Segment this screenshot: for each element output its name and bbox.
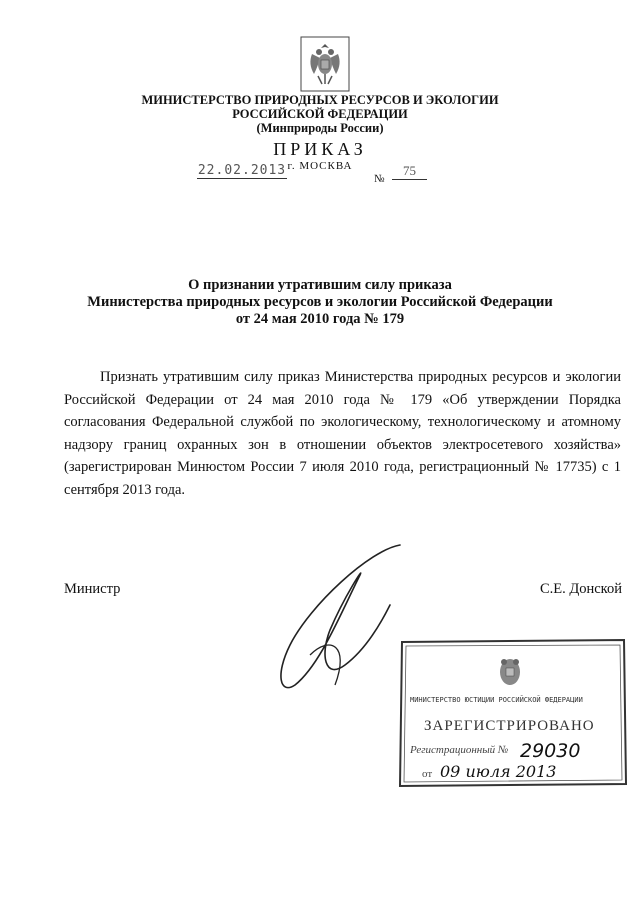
ministry-short-name: (Минприроды России)	[256, 121, 384, 135]
stamp-from-label: от	[422, 768, 433, 780]
signatory-position: Министр	[64, 581, 121, 597]
order-number: 75	[392, 163, 427, 180]
order-body: Признать утратившим силу приказ Министерства природных ресурсов и экологии Российской Федерации от 24 мая 2010 года № 179 «Об утверждении Порядка согласования Федеральной службой по экологическому, технологическому и атомному надзору границ охранных зон в отношении объектов электросетевого хозяйства» (зарегистрирован Минюстом России 7 июля 2010 года, регистрационный № 17735) с 1 сентября 2013 года.	[64, 369, 621, 498]
order-title-line2: Министерства природных ресурсов и экологии Российской Федерации	[87, 294, 553, 310]
signatory-name: С.Е. Донской	[539, 581, 622, 597]
stamp-ministry: МИНИСТЕРСТВО ЮСТИЦИИ РОССИЙСКОЙ ФЕДЕРАЦИИ	[410, 696, 583, 704]
stamp-date-handwritten: 09 июля 2013	[440, 762, 557, 781]
document-type: ПРИКАЗ	[273, 139, 367, 159]
coat-of-arms-emblem	[300, 36, 350, 92]
registration-stamp	[396, 636, 628, 788]
order-title-line3: от 24 мая 2010 года № 179	[235, 311, 405, 327]
stamp-reg-number: 29030	[520, 740, 581, 762]
city: г. МОСКВА	[287, 160, 353, 172]
ministry-country: РОССИЙСКОЙ ФЕДЕРАЦИИ	[232, 107, 408, 121]
stamp-reg-label: Регистрационный №	[410, 744, 509, 756]
order-date: 22.02.2013	[197, 163, 287, 178]
ministry-name: МИНИСТЕРСТВО ПРИРОДНЫХ РЕСУРСОВ И ЭКОЛОГИИ	[141, 93, 499, 107]
stamp-registered: ЗАРЕГИСТРИРОВАНО	[424, 718, 595, 734]
order-title-line1: О признании утратившим силу приказа	[188, 277, 452, 293]
order-number-label: №	[374, 173, 385, 185]
